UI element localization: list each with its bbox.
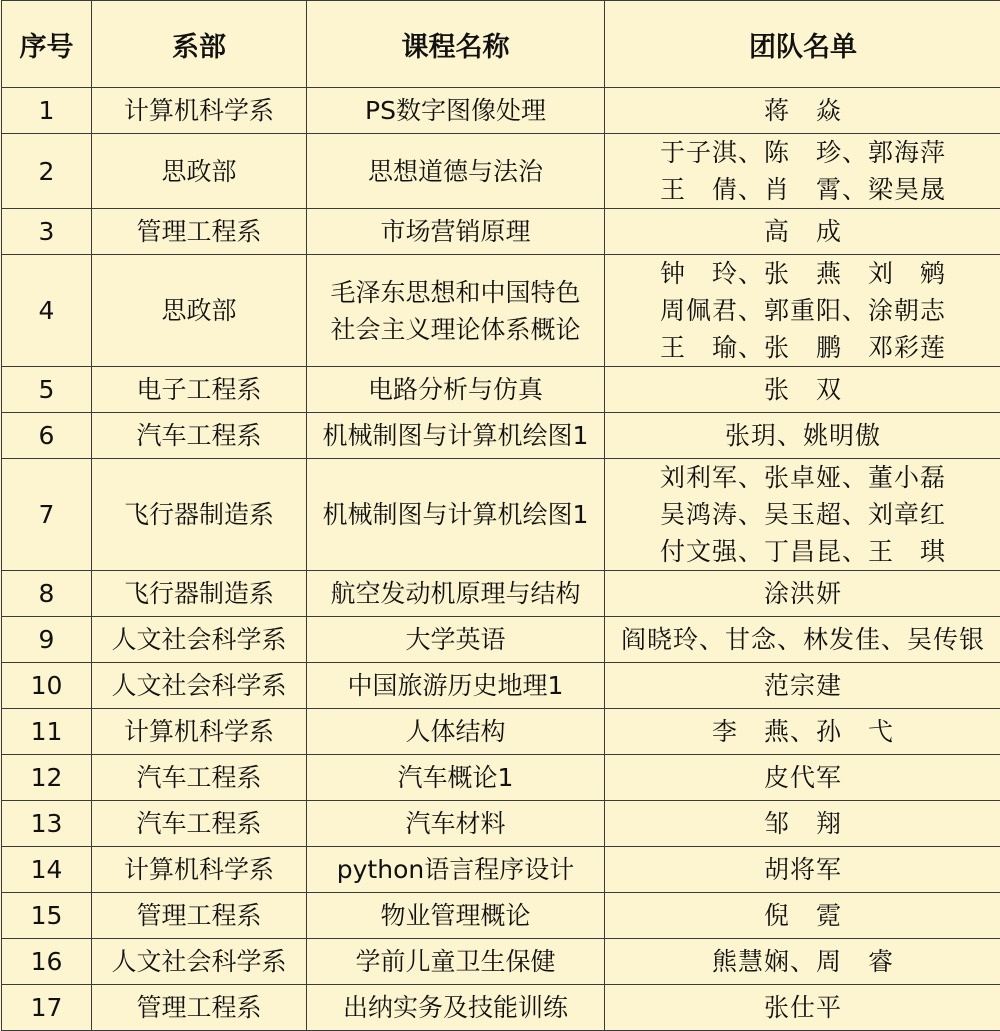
team-member-line: 周佩君、郭重阳、涂朝志 <box>607 292 999 329</box>
cell-team <box>605 88 1000 134</box>
cell-team <box>605 367 1000 413</box>
cell-index: 16 <box>2 939 92 985</box>
cell-department: 计算机科学系 <box>92 847 307 893</box>
table-row <box>2 893 1000 939</box>
table-row <box>2 88 1000 134</box>
table-row <box>2 571 1000 617</box>
course-line: PS数字图像处理 <box>309 92 602 129</box>
team-member-line: 阎晓玲、甘念、林发佳、吴传银 <box>607 621 999 658</box>
table-row <box>2 847 1000 893</box>
table-row <box>2 413 1000 459</box>
course-line: 航空发动机原理与结构 <box>309 575 602 612</box>
team-member-line: 倪 霓 <box>607 897 999 934</box>
cell-index: 10 <box>2 663 92 709</box>
cell-index: 15 <box>2 893 92 939</box>
cell-course <box>307 413 605 459</box>
team-member-line: 范宗建 <box>607 667 999 704</box>
cell-team <box>605 209 1000 255</box>
course-line: 汽车材料 <box>309 805 602 842</box>
cell-team <box>605 255 1000 367</box>
cell-index: 5 <box>2 367 92 413</box>
cell-department: 飞行器制造系 <box>92 571 307 617</box>
table-row <box>2 209 1000 255</box>
cell-course <box>307 801 605 847</box>
header-department: 系部 <box>92 1 307 88</box>
course-line: 人体结构 <box>309 713 602 750</box>
table-row <box>2 939 1000 985</box>
cell-index: 8 <box>2 571 92 617</box>
cell-course <box>307 367 605 413</box>
team-member-line: 张玥、姚明傲 <box>607 417 999 454</box>
cell-course <box>307 893 605 939</box>
cell-course <box>307 255 605 367</box>
course-line: 机械制图与计算机绘图1 <box>309 417 602 454</box>
course-line: 机械制图与计算机绘图1 <box>309 496 602 533</box>
table-header-row <box>2 1 1000 88</box>
cell-team <box>605 847 1000 893</box>
cell-index: 7 <box>2 459 92 571</box>
cell-department: 飞行器制造系 <box>92 459 307 571</box>
table-row <box>2 617 1000 663</box>
table-row <box>2 755 1000 801</box>
course-team-table <box>1 0 1000 1031</box>
team-member-line: 蒋 焱 <box>607 92 999 129</box>
cell-course <box>307 571 605 617</box>
course-line: 汽车概论1 <box>309 759 602 796</box>
cell-index: 12 <box>2 755 92 801</box>
course-line: 思想道德与法治 <box>309 153 602 190</box>
cell-team <box>605 617 1000 663</box>
team-member-line: 王 瑜、张 鹏 邓彩莲 <box>607 329 999 366</box>
cell-team <box>605 893 1000 939</box>
cell-index: 1 <box>2 88 92 134</box>
cell-course <box>307 847 605 893</box>
cell-department: 汽车工程系 <box>92 755 307 801</box>
cell-team <box>605 134 1000 209</box>
cell-course <box>307 755 605 801</box>
cell-index: 2 <box>2 134 92 209</box>
cell-course <box>307 939 605 985</box>
table-row <box>2 709 1000 755</box>
header-course: 课程名称 <box>307 1 605 88</box>
team-member-line: 刘利军、张卓娅、董小磊 <box>607 459 999 496</box>
cell-team <box>605 801 1000 847</box>
table-row <box>2 255 1000 367</box>
table-body <box>2 88 1000 1031</box>
cell-department: 管理工程系 <box>92 209 307 255</box>
cell-department: 人文社会科学系 <box>92 617 307 663</box>
course-line: 物业管理概论 <box>309 897 602 934</box>
course-line: 电路分析与仿真 <box>309 371 602 408</box>
team-member-line: 钟 玲、张 燕 刘 鹓 <box>607 255 999 292</box>
cell-team <box>605 709 1000 755</box>
cell-team <box>605 939 1000 985</box>
table-row <box>2 663 1000 709</box>
team-member-line: 高 成 <box>607 213 999 250</box>
cell-index: 17 <box>2 985 92 1031</box>
team-member-line: 涂洪妍 <box>607 575 999 612</box>
table-row <box>2 367 1000 413</box>
cell-index: 11 <box>2 709 92 755</box>
cell-course <box>307 459 605 571</box>
cell-index: 6 <box>2 413 92 459</box>
course-line: 毛泽东思想和中国特色 <box>309 274 602 311</box>
team-member-line: 张 双 <box>607 371 999 408</box>
cell-team <box>605 663 1000 709</box>
cell-department: 汽车工程系 <box>92 801 307 847</box>
course-line: 大学英语 <box>309 621 602 658</box>
cell-index: 4 <box>2 255 92 367</box>
course-line: 市场营销原理 <box>309 213 602 250</box>
cell-index: 9 <box>2 617 92 663</box>
cell-team <box>605 459 1000 571</box>
cell-index: 14 <box>2 847 92 893</box>
cell-department: 思政部 <box>92 134 307 209</box>
team-member-line: 邹 翔 <box>607 805 999 842</box>
table-row <box>2 459 1000 571</box>
cell-department: 管理工程系 <box>92 893 307 939</box>
table-row <box>2 801 1000 847</box>
course-line: python语言程序设计 <box>309 851 602 888</box>
cell-department: 电子工程系 <box>92 367 307 413</box>
cell-course <box>307 617 605 663</box>
team-member-line: 吴鸿涛、吴玉超、刘章红 <box>607 496 999 533</box>
cell-course <box>307 663 605 709</box>
cell-team <box>605 413 1000 459</box>
team-member-line: 李 燕、孙 弋 <box>607 713 999 750</box>
cell-course <box>307 88 605 134</box>
cell-index: 3 <box>2 209 92 255</box>
cell-course <box>307 134 605 209</box>
cell-team <box>605 755 1000 801</box>
team-member-line: 皮代军 <box>607 759 999 796</box>
course-line: 出纳实务及技能训练 <box>309 989 602 1026</box>
cell-department: 计算机科学系 <box>92 88 307 134</box>
cell-course <box>307 209 605 255</box>
cell-department: 管理工程系 <box>92 985 307 1031</box>
cell-department: 人文社会科学系 <box>92 663 307 709</box>
team-member-line: 于子淇、陈 珍、郭海萍 <box>607 134 999 171</box>
header-index: 序号 <box>2 1 92 88</box>
cell-course <box>307 709 605 755</box>
cell-index: 13 <box>2 801 92 847</box>
course-line: 社会主义理论体系概论 <box>309 311 602 348</box>
team-member-line: 熊慧娴、周 睿 <box>607 943 999 980</box>
table-row <box>2 134 1000 209</box>
team-member-line: 付文强、丁昌昆、王 琪 <box>607 533 999 570</box>
cell-department: 人文社会科学系 <box>92 939 307 985</box>
course-line: 中国旅游历史地理1 <box>309 667 602 704</box>
team-member-line: 王 倩、肖 霄、梁昊晟 <box>607 171 999 208</box>
cell-department: 汽车工程系 <box>92 413 307 459</box>
cell-team <box>605 571 1000 617</box>
team-member-line: 胡将军 <box>607 851 999 888</box>
course-line: 学前儿童卫生保健 <box>309 943 602 980</box>
cell-department: 思政部 <box>92 255 307 367</box>
team-member-line: 张仕平 <box>607 989 999 1026</box>
cell-department: 计算机科学系 <box>92 709 307 755</box>
header-team: 团队名单 <box>605 1 1000 88</box>
